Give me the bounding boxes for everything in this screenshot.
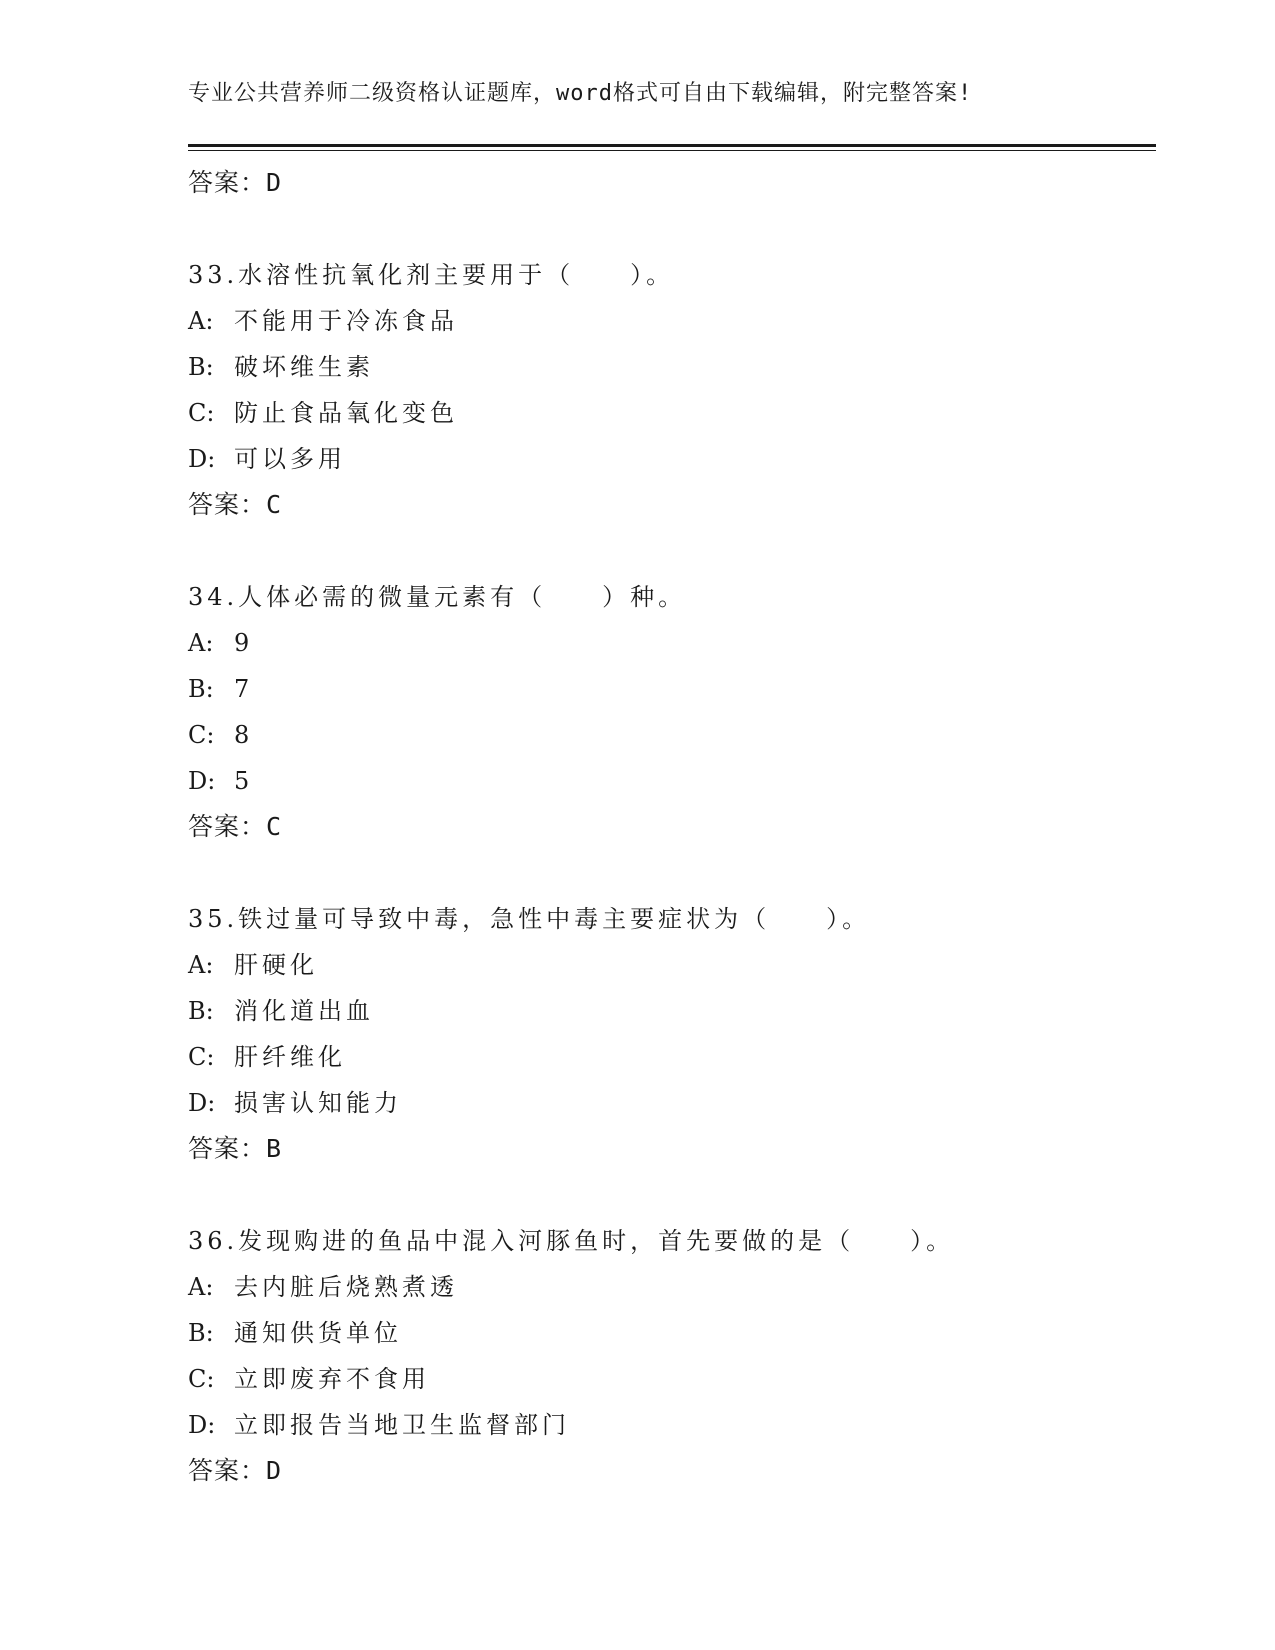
question-stem: 36.发现购进的鱼品中混入河豚鱼时，首先要做的是（ ）。 [188,1227,955,1255]
spacer [188,850,1156,896]
option-text: 损害认知能力 [234,1089,402,1117]
answer-value: D [266,1456,282,1485]
spacer [188,206,1156,252]
option-b [188,666,1156,712]
option-text: 7 [234,675,254,703]
option-d [188,436,1156,482]
option-letter: B: [188,1319,214,1347]
option-a [188,942,1156,988]
question-answer [188,804,1156,850]
option-letter: C: [188,399,215,427]
option-letter: D: [188,767,216,795]
option-b [188,344,1156,390]
option-text: 去内脏后烧熟煮透 [234,1273,458,1301]
option-text: 消化道出血 [234,997,374,1025]
option-text: 肝纤维化 [234,1043,346,1071]
question-35 [188,896,1156,1172]
question-stem: 34.人体必需的微量元素有（ ）种。 [188,583,687,611]
answer-label: 答案： [188,168,267,197]
option-text: 立即报告当地卫生监督部门 [234,1411,570,1439]
option-d [188,1402,1156,1448]
option-letter: A: [188,951,214,979]
answer-label: 答案： [188,1134,267,1163]
question-36 [188,1218,1156,1494]
option-text: 破坏维生素 [234,353,374,381]
option-a [188,620,1156,666]
answer-value: C [266,812,282,841]
question-stem: 35.铁过量可导致中毒，急性中毒主要症状为（ ）。 [188,905,871,933]
question-answer [188,1126,1156,1172]
option-letter: D: [188,445,216,473]
answer-value: B [266,1134,282,1163]
answer-label: 答案： [188,812,267,841]
question-33 [188,252,1156,528]
option-d [188,1080,1156,1126]
option-letter: C: [188,1365,215,1393]
question-stem: 33.水溶性抗氧化剂主要用于（ ）。 [188,261,675,289]
option-d [188,758,1156,804]
question-answer [188,482,1156,528]
option-letter: B: [188,997,214,1025]
spacer [188,1172,1156,1218]
answer-value: D [266,168,282,197]
option-text: 5 [234,767,254,795]
option-letter: B: [188,353,214,381]
option-letter: B: [188,675,214,703]
option-text: 立即废弃不食用 [234,1365,430,1393]
question-answer [188,1448,1156,1494]
page-header: 专业公共营养师二级资格认证题库，word格式可自由下载编辑，附完整答案! [188,81,973,106]
option-c [188,1034,1156,1080]
option-text: 肝硬化 [234,951,318,979]
option-letter: D: [188,1089,216,1117]
spacer [188,528,1156,574]
option-letter: A: [188,307,214,335]
option-text: 8 [234,721,254,749]
option-text: 可以多用 [234,445,346,473]
option-a [188,298,1156,344]
answer-label: 答案： [188,1456,267,1485]
question-list [188,160,1156,1494]
option-c [188,1356,1156,1402]
option-c [188,712,1156,758]
option-text: 9 [234,629,254,657]
option-letter: C: [188,1043,215,1071]
option-letter: A: [188,1273,214,1301]
answer-value: C [266,490,282,519]
option-c [188,390,1156,436]
option-text: 防止食品氧化变色 [234,399,458,427]
option-a [188,1264,1156,1310]
option-letter: A: [188,629,214,657]
option-letter: D: [188,1411,216,1439]
option-b [188,988,1156,1034]
header-rule-thick [188,144,1156,147]
header-rule-thin [188,150,1156,151]
option-b [188,1310,1156,1356]
option-text: 不能用于冷冻食品 [234,307,458,335]
option-letter: C: [188,721,215,749]
question-34 [188,574,1156,850]
previous-answer [188,160,1156,206]
answer-label: 答案： [188,490,267,519]
option-text: 通知供货单位 [234,1319,402,1347]
